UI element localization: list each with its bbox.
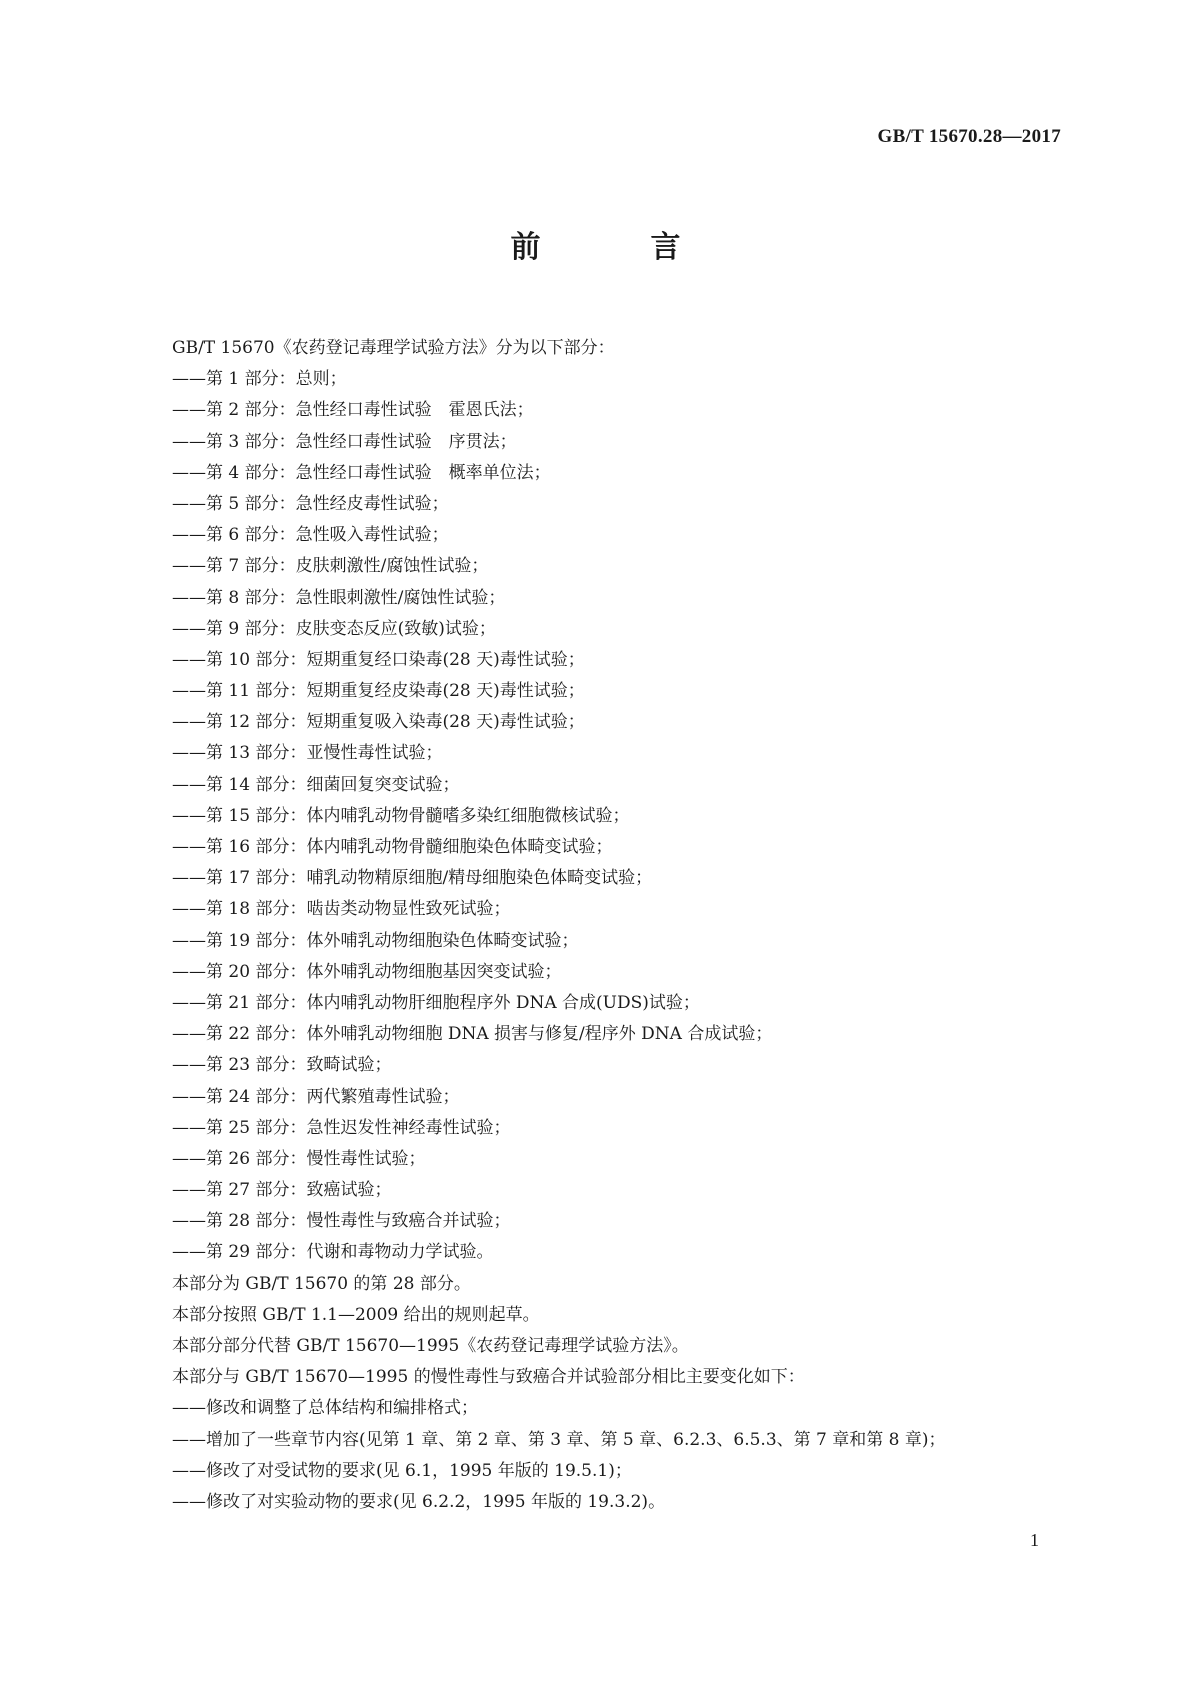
- list-item: ——第 25 部分：急性迟发性神经毒性试验；: [172, 1117, 511, 1138]
- list-item: ——第 24 部分：两代繁殖毒性试验；: [172, 1086, 460, 1107]
- list-item: ——增加了一些章节内容(见第 1 章、第 2 章、第 3 章、第 5 章、6.2.3、6.5.3、第 7 章和第 8 章)；: [172, 1429, 946, 1450]
- list-item: ——第 22 部分：体外哺乳动物细胞 DNA 损害与修复/程序外 DNA 合成试验；: [172, 1024, 773, 1045]
- list-item: ——第 20 部分：体外哺乳动物细胞基因突变试验；: [172, 961, 562, 982]
- standard-number: GB/T 15670.28—2017: [877, 126, 1061, 147]
- list-item: ——修改和调整了总体结构和编排格式；: [172, 1398, 478, 1419]
- list-item: ——第 29 部分：代谢和毒物动力学试验。: [172, 1242, 494, 1263]
- page-title: 前 言: [510, 230, 721, 265]
- list-item: ——第 17 部分：哺乳动物精原细胞/精母细胞染色体畸变试验；: [172, 868, 653, 889]
- foreword-body: [172, 333, 1072, 1518]
- list-item: ——第 27 部分：致癌试验；: [172, 1180, 392, 1201]
- list-item: ——第 9 部分：皮肤变态反应(致敏)试验；: [172, 618, 496, 639]
- list-item: ——第 5 部分：急性经皮毒性试验；: [172, 493, 449, 514]
- list-item: ——第 26 部分：慢性毒性试验；: [172, 1148, 426, 1169]
- statement-paragraph: 本部分与 GB/T 15670—1995 的慢性毒性与致癌合并试验部分相比主要变化如下：: [172, 1367, 805, 1388]
- list-item: ——第 14 部分：细菌回复突变试验；: [172, 774, 460, 795]
- list-item: ——第 1 部分：总则；: [172, 369, 347, 390]
- list-item: ——修改了对实验动物的要求(见 6.2.2，1995 年版的 19.3.2)。: [172, 1491, 666, 1512]
- list-item: ——第 28 部分：慢性毒性与致癌合并试验；: [172, 1211, 511, 1232]
- list-item: ——第 4 部分：急性经口毒性试验 概率单位法；: [172, 462, 551, 483]
- statements: [172, 1269, 1072, 1394]
- parts-list: [172, 364, 1072, 1268]
- intro-paragraph: GB/T 15670《农药登记毒理学试验方法》分为以下部分：: [172, 338, 615, 358]
- statement-paragraph: 本部分部分代替 GB/T 15670—1995《农药登记毒理学试验方法》。: [172, 1336, 689, 1356]
- statement-paragraph: 本部分为 GB/T 15670 的第 28 部分。: [172, 1273, 471, 1294]
- list-item: ——第 18 部分：啮齿类动物显性致死试验；: [172, 899, 511, 920]
- list-item: ——第 8 部分：急性眼刺激性/腐蚀性试验；: [172, 587, 506, 608]
- list-item: ——第 16 部分：体内哺乳动物骨髓细胞染色体畸变试验；: [172, 837, 613, 857]
- page-number: 1: [1030, 1530, 1039, 1550]
- statement-paragraph: 本部分按照 GB/T 1.1—2009 给出的规则起草。: [172, 1304, 540, 1325]
- list-item: ——第 7 部分：皮肤刺激性/腐蚀性试验；: [172, 556, 489, 577]
- list-item: ——第 19 部分：体外哺乳动物细胞染色体畸变试验；: [172, 930, 579, 951]
- list-item: ——第 6 部分：急性吸入毒性试验；: [172, 525, 449, 546]
- list-item: ——第 15 部分：体内哺乳动物骨髓嗜多染红细胞微核试验；: [172, 805, 630, 826]
- changes-list: [172, 1393, 1072, 1518]
- list-item: ——第 11 部分：短期重复经皮染毒(28 天)毒性试验；: [172, 681, 585, 702]
- list-item: ——第 10 部分：短期重复经口染毒(28 天)毒性试验；: [172, 649, 585, 670]
- list-item: ——第 3 部分：急性经口毒性试验 序贯法；: [172, 431, 517, 452]
- list-item: ——第 23 部分：致畸试验；: [172, 1055, 392, 1076]
- list-item: ——第 12 部分：短期重复吸入染毒(28 天)毒性试验；: [172, 712, 585, 733]
- list-item: ——第 13 部分：亚慢性毒性试验；: [172, 743, 443, 764]
- list-item: ——修改了对受试物的要求(见 6.1，1995 年版的 19.5.1)；: [172, 1460, 632, 1481]
- list-item: ——第 2 部分：急性经口毒性试验 霍恩氏法；: [172, 400, 534, 421]
- list-item: ——第 21 部分：体内哺乳动物肝细胞程序外 DNA 合成(UDS)试验；: [172, 992, 700, 1013]
